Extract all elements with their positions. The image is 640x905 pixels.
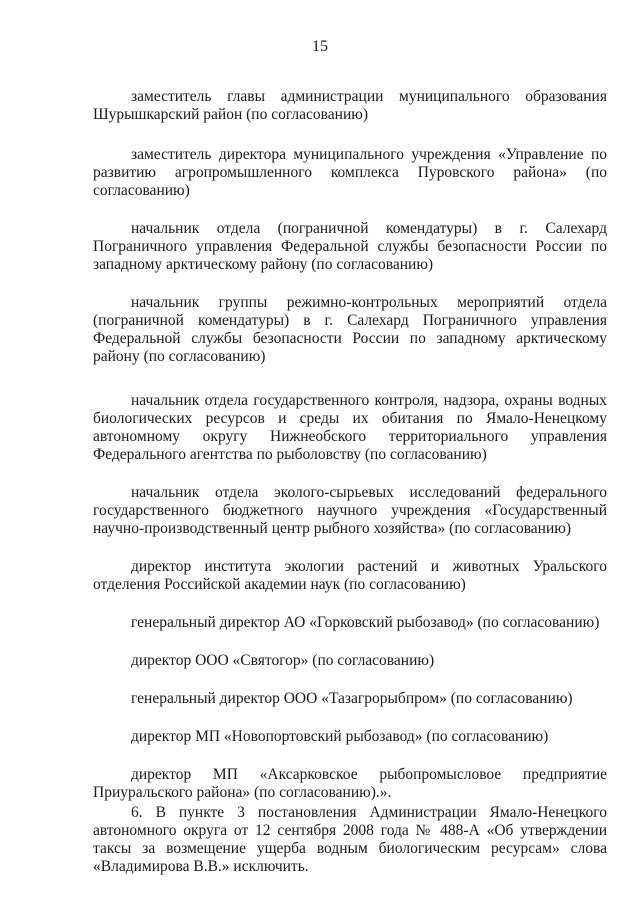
paragraph-item-6: 6. В пункте 3 постановления Администрации Ямало-Ненецкого автономного округа от 12 сентября 2008 года № 488-А «Об утверждении таксы за возмещение ущерба водным биологическим ресурсам» слова «Владимирова В.В.» исключить. xyxy=(93,804,607,875)
list-item: генеральный директор ООО «Тазагрорыбпром» (по согласованию) xyxy=(131,690,573,707)
list-item: начальник отдела эколого-сырьевых исследований федерального государственного бюджетного научного учреждения «Государственный научно-производственный центр рыбного хозяйства» (по согласованию) xyxy=(93,484,607,537)
list-item: начальник группы режимно-контрольных мероприятий отдела (пограничной комендатуры) в г. Салехард Пограничного управления Федеральной службы безопасности России по западному арктическому району (по согласованию) xyxy=(93,294,607,365)
list-item: директор института экологии растений и животных Уральского отделения Российской академии наук (по согласованию) xyxy=(93,558,607,593)
page-number: 15 xyxy=(312,38,328,55)
list-item: директор МП «Новопортовский рыбозавод» (по согласованию) xyxy=(131,728,549,745)
list-item: начальник отдела государственного контроля, надзора, охраны водных биологических ресурсов и среды их обитания по Ямало-Ненецкому автономному округу Нижнеобского территориального управления Федерального агентства по рыболовству (по согласованию) xyxy=(93,392,607,463)
list-item: заместитель директора муниципального учреждения «Управление по развитию агропромышленного комплекса Пуровского района» (по согласованию) xyxy=(93,146,607,199)
list-item: директор МП «Аксарковское рыбопромысловое предприятие Приуральского района» (по согласованию).». xyxy=(93,766,607,801)
list-item: начальник отдела (пограничной комендатуры) в г. Салехард Пограничного управления Федеральной службы безопасности России по западному арктическому району (по согласованию) xyxy=(93,220,607,273)
list-item: генеральный директор АО «Горковский рыбозавод» (по согласованию) xyxy=(131,614,600,631)
document-body xyxy=(93,88,607,876)
list-item: директор ООО «Святогор» (по согласованию) xyxy=(131,652,435,669)
list-item: заместитель главы администрации муниципального образования Шурышкарский район (по согласованию) xyxy=(93,88,607,123)
